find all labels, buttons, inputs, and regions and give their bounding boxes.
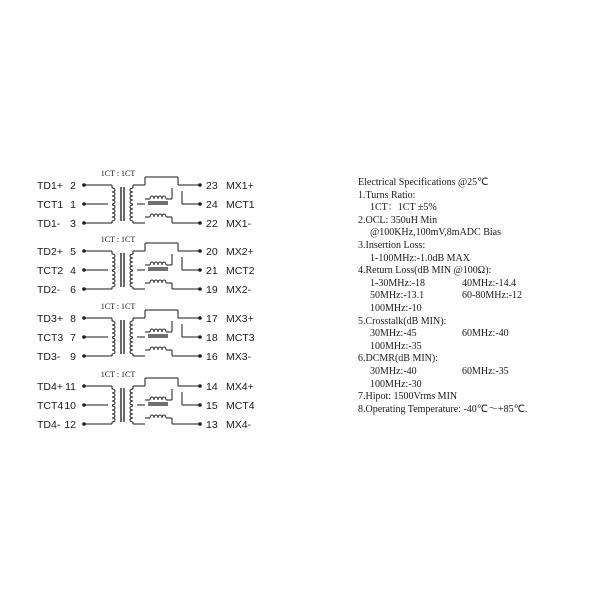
pin-number-label: 3 bbox=[70, 218, 76, 230]
spec-return-loss-row bbox=[358, 290, 598, 303]
pin-name-label: TD2- bbox=[37, 284, 61, 296]
pin-number-label: 17 bbox=[206, 313, 218, 325]
pin-number-label: 10 bbox=[64, 400, 76, 412]
choke-winding bbox=[150, 280, 166, 283]
pin-name-label: MX4+ bbox=[226, 381, 254, 393]
coil-winding bbox=[130, 254, 133, 270]
pin-name-label: TCT3 bbox=[37, 332, 64, 344]
spec-insertion-heading: 3.Insertion Loss: bbox=[358, 239, 426, 251]
pin-name-label: MX2+ bbox=[226, 246, 254, 258]
spec-value: 1-30MHz:-18 bbox=[370, 277, 425, 289]
coil-winding bbox=[130, 188, 133, 204]
coil-winding bbox=[130, 389, 133, 405]
electrical-specifications bbox=[358, 177, 598, 416]
pin-name-label: MX2- bbox=[226, 284, 252, 296]
pin-number-label: 1 bbox=[70, 199, 76, 211]
pin-name-label: MCT3 bbox=[226, 332, 255, 344]
choke-winding bbox=[150, 214, 166, 217]
spec-value: 100MHz:-35 bbox=[370, 340, 422, 352]
pin-number-label: 21 bbox=[206, 265, 218, 277]
coil-winding bbox=[130, 338, 133, 354]
coil-winding bbox=[112, 254, 115, 270]
spec-insertion-value: 1-100MHz:-1.0dB MAX bbox=[370, 252, 470, 264]
spec-value: 30MHz:-40 bbox=[370, 365, 417, 377]
pin-number-label: 8 bbox=[70, 313, 76, 325]
spec-crosstalk-row bbox=[358, 328, 598, 341]
pin-name-label: MX1+ bbox=[226, 180, 254, 192]
pin-number-label: 6 bbox=[70, 284, 76, 296]
pin-number-label: 19 bbox=[206, 284, 218, 296]
spec-dcmr-heading: 6.DCMR(dB MIN): bbox=[358, 353, 439, 365]
pin-number-label: 23 bbox=[206, 180, 218, 192]
pin-name-label: MX3+ bbox=[226, 313, 254, 325]
pin-name-label: TCT2 bbox=[37, 265, 64, 277]
pin-number-label: 22 bbox=[206, 218, 218, 230]
turns-ratio-label: 1CT : 1CT bbox=[100, 370, 136, 379]
pin-name-label: MCT4 bbox=[226, 400, 255, 412]
pin-number-label: 7 bbox=[70, 332, 76, 344]
spec-value: 30MHz:-45 bbox=[370, 328, 417, 340]
turns-ratio-label: 1CT : 1CT bbox=[100, 302, 136, 311]
coil-winding bbox=[112, 338, 115, 354]
spec-ocl-heading: 2.OCL: 350uH Min bbox=[358, 214, 438, 226]
spec-value: 100MHz:-10 bbox=[370, 302, 422, 314]
coil-winding bbox=[130, 271, 133, 287]
pin-name-label: MCT1 bbox=[226, 199, 255, 211]
spec-value: 60MHz:-35 bbox=[462, 365, 509, 377]
pin-name-label: TD3- bbox=[37, 351, 61, 363]
spec-turns-heading: 1.Turns Ratio: bbox=[358, 189, 416, 201]
pin-name-label: TD1+ bbox=[37, 180, 63, 192]
transformer-channel bbox=[37, 169, 255, 230]
pin-name-label: MX3- bbox=[226, 351, 252, 363]
pin-number-label: 11 bbox=[65, 381, 76, 393]
pin-number-label: 12 bbox=[64, 419, 76, 431]
coil-winding bbox=[112, 271, 115, 287]
choke-winding bbox=[150, 397, 166, 400]
pin-name-label: TCT4 bbox=[37, 400, 64, 412]
spec-value: 60-80MHz:-12 bbox=[462, 290, 522, 302]
choke-winding bbox=[150, 196, 166, 199]
pin-number-label: 24 bbox=[206, 199, 218, 211]
pin-number-label: 15 bbox=[206, 400, 218, 412]
choke-winding bbox=[150, 262, 166, 265]
pin-name-label: MX1- bbox=[226, 218, 252, 230]
pin-name-label: TD1- bbox=[37, 218, 61, 230]
pin-name-label: MX4- bbox=[226, 419, 252, 431]
turns-ratio-label: 1CT : 1CT bbox=[100, 169, 136, 178]
spec-value: 40MHz:-14.4 bbox=[462, 277, 517, 289]
coil-winding bbox=[130, 205, 133, 221]
pin-name-label: TD4+ bbox=[37, 381, 63, 393]
pin-number-label: 16 bbox=[206, 351, 218, 363]
spec-dcmr-row bbox=[358, 379, 598, 392]
transformer-channel bbox=[37, 235, 255, 296]
spec-operating-temperature: 8.Operating Temperature: -40℃～+85℃. bbox=[358, 403, 528, 415]
pin-name-label: TD3+ bbox=[37, 313, 63, 325]
coil-winding bbox=[112, 389, 115, 405]
coil-winding bbox=[130, 321, 133, 337]
coil-winding bbox=[112, 188, 115, 204]
pin-number-label: 5 bbox=[70, 246, 76, 258]
spec-ocl-value: @100KHz,100mV,8mADC Bias bbox=[370, 227, 501, 239]
pin-number-label: 2 bbox=[70, 180, 76, 192]
spec-turns-value: 1CT：1CT ±5% bbox=[370, 202, 437, 214]
spec-value: 100MHz:-30 bbox=[370, 378, 422, 390]
pin-name-label: TD2+ bbox=[37, 246, 63, 258]
choke-winding bbox=[150, 347, 166, 350]
pin-number-label: 9 bbox=[70, 351, 76, 363]
choke-winding bbox=[150, 329, 166, 332]
transformer-channel bbox=[37, 302, 255, 363]
spec-return-loss-heading: 4.Return Loss(dB MIN @100Ω): bbox=[358, 265, 492, 277]
pin-number-label: 13 bbox=[206, 419, 218, 431]
coil-winding bbox=[112, 205, 115, 221]
spec-value: 50MHz:-13.1 bbox=[370, 290, 425, 302]
coil-winding bbox=[112, 321, 115, 337]
pin-number-label: 14 bbox=[206, 381, 218, 393]
spec-value: 60MHz:-40 bbox=[462, 328, 509, 340]
choke-winding bbox=[150, 415, 166, 418]
pin-name-label: TCT1 bbox=[37, 199, 64, 211]
spec-crosstalk-row bbox=[358, 341, 598, 354]
spec-hipot: 7.Hipot: 1500Vrms MIN bbox=[358, 391, 458, 403]
coil-winding bbox=[112, 406, 115, 422]
spec-dcmr-row bbox=[358, 366, 598, 379]
pin-number-label: 4 bbox=[70, 265, 76, 277]
spec-return-loss-row bbox=[358, 278, 598, 291]
turns-ratio-label: 1CT : 1CT bbox=[100, 235, 136, 244]
pin-number-label: 18 bbox=[206, 332, 218, 344]
coil-winding bbox=[130, 406, 133, 422]
pin-name-label: MCT2 bbox=[226, 265, 255, 277]
spec-title: Electrical Specifications @25℃ bbox=[358, 177, 489, 188]
spec-crosstalk-heading: 5.Crosstalk(dB MIN): bbox=[358, 315, 447, 327]
transformer-channel bbox=[37, 370, 255, 431]
spec-return-loss-row bbox=[358, 303, 598, 316]
pin-name-label: TD4- bbox=[37, 419, 61, 431]
pin-number-label: 20 bbox=[206, 246, 218, 258]
